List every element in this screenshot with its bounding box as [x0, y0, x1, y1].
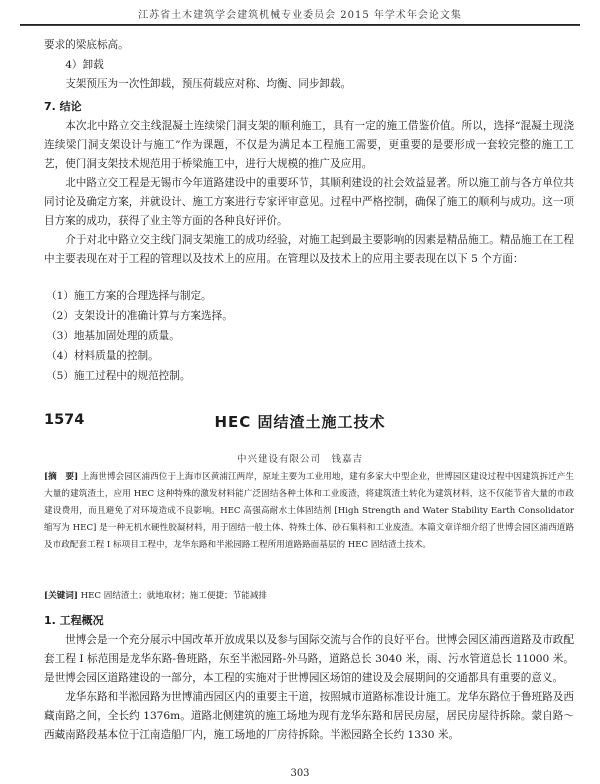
- overview-section: [44, 611, 574, 745]
- abstract-text: 上海世博会园区浦西位于上海市区黄浦江两岸，原址主要为工业用地，建有多家大中型企业，世博园区建设过程中因建筑拆迁产生大量的建筑渣土，应用 HEC 这种特殊的激发材料能广泛固结各种土体和工业废渣，将建筑渣土转化为建筑材料，这不仅能节省大量的市政建设费用，而且避免了对环境造成不良影响。HEC 高强高耐水土体固结剂 [High Strength and Water Stability Earth Consolidator 缩写为 HEC] 是一种无机水硬性胶凝材料，用于固结一般土体、特殊土体、砂石集料和工业废渣。本篇文章详细介绍了世博会园区浦西道路及市政配套工程 I 标项目工程中，龙华东路和半淞园路工程所用道路路面基层的 HEC 固结渣土技术。: [44, 472, 574, 550]
- paragraph: 本次北中路立交主线混凝土连续梁门洞支架的顺利施工，具有一定的施工借鉴价值。所以，选择“混凝土现浇连续梁门洞支架设计与施工”作为课题，不仅是为满足本工程施工需要，更重要的是要形成一套较完整的施工工艺，使门洞支架技术规范用于桥梁施工中，进行大规模的推广及应用。: [44, 120, 574, 170]
- subsection-text: 支架预压为一次性卸载，预压荷载应对称、均衡、同步卸载。: [65, 78, 352, 90]
- list-item: （1）施工方案的合理选择与制定。: [46, 290, 212, 302]
- continued-text: 要求的梁底标高。: [44, 39, 129, 51]
- list-item: （2）支架设计的准确计算与方案选择。: [46, 310, 233, 322]
- paper-title: HEC 固结渣土施工技术: [214, 413, 386, 431]
- header-rule: [20, 25, 580, 26]
- abstract-label: [摘 要]: [44, 472, 79, 482]
- keywords-label: [关键词]: [44, 591, 78, 601]
- list-item: （4）材料质量的控制。: [46, 350, 159, 362]
- section-heading-overview: 1. 工程概况: [44, 614, 104, 627]
- paragraph: 介于对北中路立交主线门洞支架施工的成功经验，对施工起到最主要影响的因素是精品施工。精品施工在工程中主要表现在对于工程的管理以及技术上的应用。在管理以及技术上的应用主要表现在以下 5 个方面：: [44, 234, 574, 265]
- keywords: [44, 588, 574, 604]
- paragraph: 龙华东路和半淞园路为世博浦西园区内的重要主干道，按照城市道路标准设计施工。龙华东路位于鲁班路及西藏南路之间，全长约 1376m。道路北侧建筑的施工场地为现有龙华东路和居民房屋，居民房屋待拆除。蒙自路～西藏南路段基本位于江南造船厂内，施工场地的厂房待拆除。半淞园路全长约 1330 米。: [44, 691, 574, 741]
- prev-continued: [44, 36, 574, 55]
- page-number: 303: [290, 768, 310, 779]
- paragraph: 北中路立交工程是无锡市今年道路建设中的重要环节，其顺利建设的社会效益显著。所以施工前与各方单位共同讨论及确定方案，并就设计、施工方案进行专家评审意见。过程中严格控制，确保了施工的顺利与成功。这一项目方案的成功，获得了业主等方面的各种良好评价。: [44, 177, 574, 227]
- running-header: 江苏省土木建筑学会建筑机械专业委员会 2015 年学术年会论文集: [20, 6, 580, 25]
- paper-author: 中兴建设有限公司 钱嘉吉: [236, 454, 363, 465]
- measures-list: [44, 286, 574, 386]
- prev-subsection: [44, 56, 574, 94]
- conclusion-section: [44, 97, 574, 269]
- section-heading-conclusion: 7. 结论: [44, 100, 82, 113]
- list-item: （3）地基加固处理的质量。: [46, 330, 180, 342]
- subsection-title: 4）卸载: [65, 59, 104, 71]
- paper-number: 1574: [44, 412, 85, 428]
- abstract: [44, 469, 574, 554]
- list-item: （5）施工过程中的规范控制。: [46, 370, 191, 382]
- keywords-text: HEC 固结渣土；就地取材；施工便捷；节能减排: [80, 591, 268, 601]
- paragraph: 世博会是一个充分展示中国改革开放成果以及参与国际交流与合作的良好平台。世博会园区浦西道路及市政配套工程 I 标范围是龙华东路-鲁班路，东至半淞园路-外马路，道路总长 3040 米，雨、污水管道总长 11000 米。是世博会园区道路建设的一部分，本工程的实施对于世博园区场馆的建设及会展期间的交通都具有重要的意义。: [44, 634, 574, 684]
